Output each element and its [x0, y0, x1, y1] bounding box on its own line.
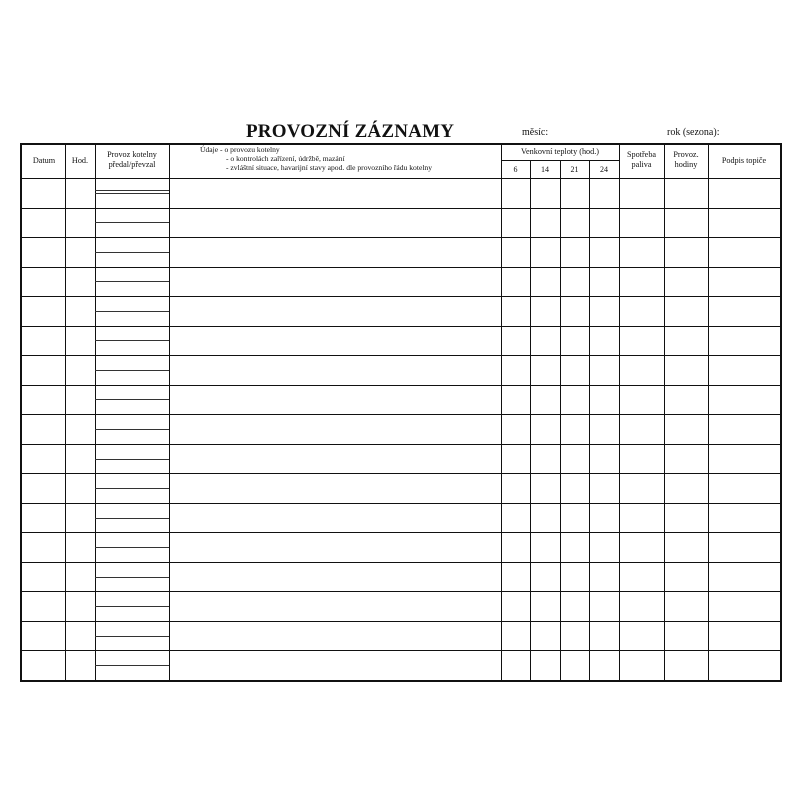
page-title: PROVOZNÍ ZÁZNAMY: [246, 121, 455, 142]
col-header-spotreba-2: paliva: [631, 160, 652, 169]
row-divider: [20, 621, 780, 622]
row-divider: [20, 562, 780, 563]
col-header-hod: Hod.: [71, 156, 89, 165]
row-divider: [20, 385, 780, 386]
row-divider: [20, 532, 780, 533]
temp-hour-21: 21: [570, 165, 579, 174]
row-divider: [20, 444, 780, 445]
temp-hour-14: 14: [541, 165, 549, 174]
row-divider: [20, 326, 780, 327]
col-header-spotreba-1: Spotřeba: [626, 150, 657, 159]
col-header-udaje-1: Údaje - o provozu kotelny: [200, 145, 280, 154]
row-divider: [20, 414, 780, 415]
col-header-provoz-kotelny-2: předal/převzal: [108, 160, 156, 169]
column-divider: [619, 143, 620, 680]
row-half-divider: [95, 459, 169, 460]
temp-subheader-divider: [501, 160, 619, 161]
col-header-provoz-kotelny-1: Provoz kotelny: [107, 150, 157, 159]
col-header-datum: Datum: [32, 156, 56, 165]
row-half-divider: [95, 547, 169, 548]
row-half-divider: [95, 636, 169, 637]
row-half-divider: [95, 518, 169, 519]
col-header-provoz-hodiny-1: Provoz.: [673, 150, 699, 159]
row-half-divider: [95, 399, 169, 400]
row-half-divider: [95, 190, 169, 191]
column-divider: [501, 143, 502, 680]
row-half-divider: [95, 311, 169, 312]
year-field-label: rok (sezona):: [667, 127, 720, 138]
row-half-divider: [95, 340, 169, 341]
column-divider: [95, 143, 96, 680]
temp-hour-24: 24: [600, 165, 608, 174]
row-half-divider: [95, 577, 169, 578]
row-half-divider: [95, 606, 169, 607]
table-border: [20, 143, 782, 682]
row-half-divider: [95, 488, 169, 489]
row-divider: [20, 355, 780, 356]
header-divider: [20, 178, 780, 179]
row-divider: [20, 296, 780, 297]
row-divider: [20, 237, 780, 238]
column-divider: [65, 143, 66, 680]
row-divider: [20, 267, 780, 268]
row-divider: [20, 650, 780, 651]
row-half-divider: [95, 429, 169, 430]
row-half-divider: [95, 370, 169, 371]
row-divider: [20, 591, 780, 592]
col-header-provoz-hodiny-2: hodiny: [674, 160, 698, 169]
row-half-divider: [95, 222, 169, 223]
temp-hour-6: 6: [513, 165, 518, 174]
log-table: [20, 143, 780, 680]
col-header-udaje-3: - zvláštní situace, havarijní stavy apod. dle provozního řádu kotelny: [226, 163, 433, 172]
row-half-divider: [95, 193, 169, 194]
col-header-venkovni-teploty: Venkovní teploty (hod.): [521, 147, 599, 156]
row-divider: [20, 208, 780, 209]
row-half-divider: [95, 252, 169, 253]
row-half-divider: [95, 665, 169, 666]
column-divider: [708, 143, 709, 680]
col-header-podpis: Podpis topiče: [721, 156, 767, 165]
column-divider: [169, 143, 170, 680]
col-header-udaje-2: - o kontrolách zařízení, údržbě, mazání: [226, 154, 345, 163]
row-divider: [20, 503, 780, 504]
month-field-label: měsíc:: [522, 127, 549, 138]
column-divider: [664, 143, 665, 680]
row-half-divider: [95, 281, 169, 282]
row-divider: [20, 473, 780, 474]
